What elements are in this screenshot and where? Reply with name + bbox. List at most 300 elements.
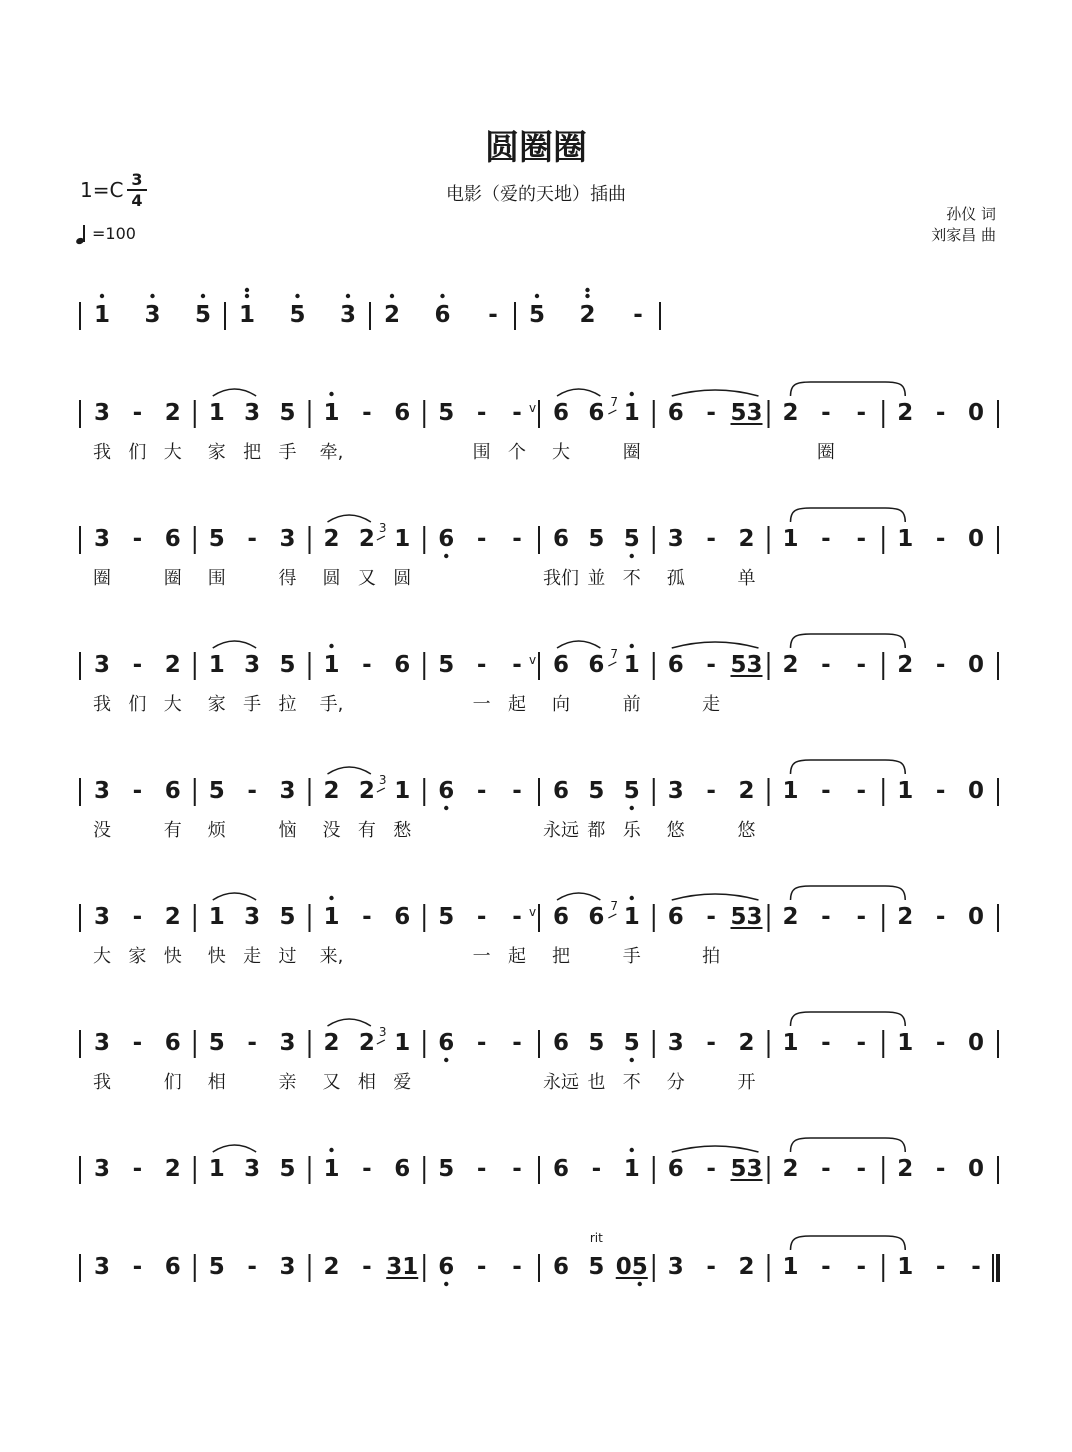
dash-extension: - bbox=[821, 400, 831, 426]
note: 1 bbox=[93, 302, 111, 328]
dash-extension: - bbox=[821, 778, 831, 804]
note: 5 bbox=[631, 1254, 648, 1280]
tie bbox=[791, 1012, 906, 1026]
dash-extension: - bbox=[476, 526, 487, 552]
note: 2 bbox=[782, 904, 799, 930]
note: 3 bbox=[244, 904, 261, 930]
note: 5 bbox=[588, 1030, 605, 1056]
note: 2 bbox=[383, 302, 401, 328]
note: 6 bbox=[164, 526, 181, 552]
dash-extension: - bbox=[476, 904, 487, 930]
slur bbox=[213, 1145, 256, 1152]
lyric: 圈 bbox=[622, 442, 641, 463]
dash-extension: - bbox=[935, 652, 946, 678]
lyric: 快 bbox=[163, 946, 182, 967]
note: 0 bbox=[615, 1254, 632, 1280]
lyric: 分 bbox=[666, 1072, 685, 1093]
lyric: 烦 bbox=[207, 820, 226, 841]
note: 2 bbox=[323, 1030, 340, 1056]
note: 2 bbox=[897, 400, 914, 426]
lyric: 走 bbox=[702, 694, 721, 715]
note: 2 bbox=[358, 526, 375, 552]
note: 6 bbox=[164, 1254, 181, 1280]
lyric: 走 bbox=[243, 946, 262, 967]
dash-extension: - bbox=[935, 1030, 946, 1056]
slur bbox=[672, 894, 759, 900]
grace-slash bbox=[608, 410, 616, 414]
dash-extension: - bbox=[247, 526, 257, 552]
note: 3 bbox=[244, 652, 261, 678]
lyric: 都 bbox=[587, 820, 606, 841]
lyric: 过 bbox=[278, 946, 297, 967]
note: 3 bbox=[386, 1254, 403, 1280]
slur bbox=[328, 515, 371, 522]
dash-extension: - bbox=[935, 778, 946, 804]
note: 5 bbox=[438, 1156, 455, 1182]
dash-extension: - bbox=[132, 1156, 143, 1182]
note: 0 bbox=[967, 652, 985, 678]
note: 6 bbox=[434, 302, 451, 328]
dash-extension: - bbox=[512, 652, 522, 678]
note: 2 bbox=[738, 526, 755, 552]
note: 1 bbox=[208, 400, 225, 426]
note: 3 bbox=[93, 526, 111, 552]
lyric: 起 bbox=[508, 946, 526, 967]
note: 5 bbox=[279, 652, 296, 678]
note: 5 bbox=[623, 778, 640, 804]
octave-dot bbox=[444, 806, 448, 810]
octave-dot bbox=[201, 294, 205, 298]
lyric: 们 bbox=[128, 694, 147, 715]
lyric: 有 bbox=[163, 820, 182, 841]
dash-extension: - bbox=[706, 1254, 716, 1280]
dash-extension: - bbox=[362, 1254, 372, 1280]
note: 5 bbox=[208, 1254, 225, 1280]
breath-mark: v bbox=[529, 905, 537, 919]
octave-dot bbox=[245, 288, 249, 292]
grace-note: 7 bbox=[610, 395, 619, 409]
tie bbox=[791, 760, 906, 774]
note: 6 bbox=[667, 904, 684, 930]
note: 3 bbox=[93, 1030, 111, 1056]
dash-extension: - bbox=[132, 526, 143, 552]
lyric: 我 bbox=[93, 442, 111, 463]
dash-extension: - bbox=[512, 1156, 522, 1182]
slur bbox=[557, 389, 600, 396]
note: 3 bbox=[93, 652, 111, 678]
lyric: 单 bbox=[737, 568, 756, 589]
lyric: 快 bbox=[207, 946, 226, 967]
octave-dot bbox=[329, 644, 333, 648]
dash-extension: - bbox=[856, 526, 867, 552]
rit-marking: rit bbox=[589, 1231, 603, 1245]
lyric: 大 bbox=[163, 442, 182, 463]
note: 1 bbox=[323, 652, 340, 678]
lyric: 拍 bbox=[702, 946, 721, 967]
octave-dot bbox=[630, 1058, 634, 1062]
octave-dot bbox=[150, 294, 154, 298]
note: 1 bbox=[782, 1030, 799, 1056]
lyric: 把 bbox=[552, 946, 570, 967]
dash-extension: - bbox=[706, 1156, 716, 1182]
note: 1 bbox=[394, 1030, 411, 1056]
slur bbox=[213, 389, 256, 396]
note: 3 bbox=[279, 1030, 296, 1056]
note: 1 bbox=[323, 904, 340, 930]
note: 5 bbox=[208, 526, 225, 552]
note: 6 bbox=[552, 526, 570, 552]
dash-extension: - bbox=[856, 400, 867, 426]
lyric: 没 bbox=[322, 820, 341, 841]
note: 2 bbox=[358, 1030, 375, 1056]
octave-dot bbox=[295, 294, 299, 298]
note: 2 bbox=[782, 652, 799, 678]
note: 0 bbox=[967, 526, 985, 552]
song-subtitle: 电影（爱的天地）插曲 bbox=[446, 184, 626, 205]
dash-extension: - bbox=[706, 652, 716, 678]
note: 1 bbox=[897, 526, 914, 552]
octave-dot bbox=[444, 1058, 448, 1062]
lyric: 开 bbox=[737, 1072, 756, 1093]
dash-extension: - bbox=[476, 1156, 487, 1182]
dash-extension: - bbox=[247, 778, 257, 804]
dash-extension: - bbox=[247, 1254, 257, 1280]
dash-extension: - bbox=[856, 778, 867, 804]
note: 3 bbox=[746, 1156, 763, 1182]
note: 6 bbox=[552, 904, 570, 930]
dash-extension: - bbox=[935, 400, 946, 426]
note: 1 bbox=[323, 400, 340, 426]
note: 5 bbox=[588, 1254, 605, 1280]
dash-extension: - bbox=[706, 400, 716, 426]
note: 1 bbox=[394, 778, 411, 804]
note: 0 bbox=[967, 778, 985, 804]
note: 1 bbox=[208, 1156, 225, 1182]
dash-extension: - bbox=[512, 1254, 522, 1280]
dash-extension: - bbox=[821, 904, 831, 930]
note: 1 bbox=[897, 1254, 914, 1280]
dash-extension: - bbox=[132, 904, 143, 930]
dash-extension: - bbox=[935, 1254, 946, 1280]
dash-extension: - bbox=[362, 904, 372, 930]
lyric: 並 bbox=[587, 568, 606, 589]
dash-extension: - bbox=[362, 400, 372, 426]
octave-dot bbox=[346, 294, 350, 298]
note: 6 bbox=[667, 400, 684, 426]
note: 5 bbox=[279, 1156, 296, 1182]
dash-extension: - bbox=[512, 526, 522, 552]
lyric: 前 bbox=[622, 694, 641, 715]
dash-extension: - bbox=[706, 526, 716, 552]
note: 0 bbox=[967, 400, 985, 426]
composer-credit: 刘家昌 曲 bbox=[931, 226, 996, 244]
dash-extension: - bbox=[856, 904, 867, 930]
lyric: 恼 bbox=[278, 820, 297, 841]
note: 5 bbox=[289, 302, 306, 328]
note: 3 bbox=[339, 302, 357, 328]
octave-dot bbox=[630, 1148, 634, 1152]
note: 6 bbox=[588, 400, 605, 426]
lyric: 拉 bbox=[278, 694, 297, 715]
dash-extension: - bbox=[488, 302, 498, 328]
lyric: 永远 bbox=[543, 1072, 579, 1093]
note: 5 bbox=[588, 526, 605, 552]
note: 2 bbox=[738, 1254, 755, 1280]
octave-dot bbox=[329, 896, 333, 900]
note: 6 bbox=[394, 652, 411, 678]
slur bbox=[328, 1019, 371, 1026]
lyric: 把 bbox=[243, 442, 262, 463]
breath-mark: v bbox=[529, 653, 537, 667]
grace-slash bbox=[377, 536, 385, 540]
note: 3 bbox=[746, 904, 763, 930]
note: 1 bbox=[782, 1254, 799, 1280]
note: 5 bbox=[438, 400, 455, 426]
slur bbox=[213, 893, 256, 900]
dash-extension: - bbox=[856, 1156, 867, 1182]
note: 0 bbox=[967, 1030, 985, 1056]
note: 3 bbox=[93, 400, 111, 426]
octave-dot bbox=[630, 896, 634, 900]
slur bbox=[213, 641, 256, 648]
dash-extension: - bbox=[362, 1156, 372, 1182]
tempo-value: =100 bbox=[92, 223, 136, 243]
note: 5 bbox=[438, 904, 455, 930]
dash-extension: - bbox=[935, 1156, 946, 1182]
octave-dot bbox=[630, 392, 634, 396]
lyric: 家 bbox=[128, 946, 147, 967]
note: 2 bbox=[164, 904, 181, 930]
grace-note: 3 bbox=[378, 521, 387, 535]
note: 1 bbox=[623, 652, 640, 678]
dash-extension: - bbox=[821, 1254, 831, 1280]
dash-extension: - bbox=[856, 652, 867, 678]
dash-extension: - bbox=[821, 1030, 831, 1056]
note: 3 bbox=[667, 1254, 684, 1280]
lyric: 手 bbox=[622, 946, 641, 967]
note: 5 bbox=[528, 302, 546, 328]
note: 5 bbox=[208, 778, 225, 804]
note: 3 bbox=[279, 526, 296, 552]
note: 3 bbox=[244, 400, 261, 426]
octave-dot bbox=[444, 1282, 448, 1286]
lyric: 手 bbox=[278, 442, 297, 463]
dash-extension: - bbox=[935, 904, 946, 930]
note: 2 bbox=[782, 1156, 799, 1182]
note: 5 bbox=[623, 526, 640, 552]
note: 5 bbox=[623, 1030, 640, 1056]
lyric: 一 bbox=[472, 694, 491, 715]
grace-note: 3 bbox=[378, 1025, 387, 1039]
grace-slash bbox=[377, 1040, 385, 1044]
note: 6 bbox=[394, 1156, 411, 1182]
dash-extension: - bbox=[935, 526, 946, 552]
note: 3 bbox=[746, 652, 763, 678]
note: 3 bbox=[667, 778, 684, 804]
lyric: 家 bbox=[207, 442, 226, 463]
note: 6 bbox=[164, 1030, 181, 1056]
dash-extension: - bbox=[512, 1030, 522, 1056]
octave-dot bbox=[630, 806, 634, 810]
lyricist-credit: 孙仪 词 bbox=[946, 205, 996, 223]
note: 3 bbox=[279, 1254, 296, 1280]
note: 6 bbox=[438, 526, 455, 552]
note: 5 bbox=[730, 1156, 747, 1182]
note: 1 bbox=[782, 778, 799, 804]
lyric: 大 bbox=[93, 946, 111, 967]
note: 1 bbox=[623, 1156, 640, 1182]
dash-extension: - bbox=[132, 778, 143, 804]
tie bbox=[791, 1236, 906, 1250]
dash-extension: - bbox=[856, 1030, 867, 1056]
note: 6 bbox=[438, 1030, 455, 1056]
note: 3 bbox=[93, 904, 111, 930]
dash-extension: - bbox=[476, 652, 487, 678]
tie bbox=[791, 508, 906, 522]
lyric: 我们 bbox=[543, 568, 579, 589]
dash-extension: - bbox=[633, 302, 643, 328]
lyric: 得 bbox=[278, 568, 297, 589]
note: 3 bbox=[244, 1156, 261, 1182]
note: 6 bbox=[394, 904, 411, 930]
note: 5 bbox=[730, 400, 747, 426]
note: 3 bbox=[93, 778, 111, 804]
dash-extension: - bbox=[476, 778, 487, 804]
dash-extension: - bbox=[132, 652, 143, 678]
note: 2 bbox=[323, 1254, 340, 1280]
note: 1 bbox=[897, 778, 914, 804]
slur bbox=[672, 390, 759, 396]
song-title: 圆圈圈 bbox=[485, 128, 587, 168]
tie bbox=[791, 634, 906, 648]
dash-extension: - bbox=[821, 652, 831, 678]
octave-dot bbox=[630, 554, 634, 558]
dash-extension: - bbox=[821, 526, 831, 552]
note: 5 bbox=[208, 1030, 225, 1056]
lyric: 有 bbox=[357, 820, 376, 841]
key-signature: 1=C bbox=[80, 178, 124, 202]
dash-extension: - bbox=[476, 400, 487, 426]
grace-slash bbox=[377, 788, 385, 792]
lyric: 牵, bbox=[319, 442, 344, 463]
note: 3 bbox=[279, 778, 296, 804]
note: 1 bbox=[897, 1030, 914, 1056]
breath-mark: v bbox=[529, 401, 537, 415]
dash-extension: - bbox=[706, 1030, 716, 1056]
note: 0 bbox=[967, 904, 985, 930]
lyric: 围 bbox=[207, 568, 226, 589]
dash-extension: - bbox=[512, 904, 522, 930]
note: 6 bbox=[552, 652, 570, 678]
dash-extension: - bbox=[706, 904, 716, 930]
note: 1 bbox=[623, 400, 640, 426]
slur bbox=[672, 642, 759, 648]
octave-dot bbox=[585, 288, 589, 292]
lyric: 起 bbox=[508, 694, 526, 715]
note: 2 bbox=[897, 1156, 914, 1182]
octave-dot bbox=[245, 294, 249, 298]
lyric: 圆 bbox=[322, 568, 341, 589]
note: 1 bbox=[323, 1156, 340, 1182]
lyric: 个 bbox=[508, 442, 526, 463]
dash-extension: - bbox=[476, 1254, 487, 1280]
note: 1 bbox=[238, 302, 256, 328]
tie bbox=[791, 382, 906, 396]
note: 3 bbox=[93, 1156, 111, 1182]
lyric: 我 bbox=[93, 1072, 111, 1093]
lyric: 家 bbox=[207, 694, 226, 715]
slur bbox=[672, 1146, 759, 1152]
lyric: 愁 bbox=[393, 820, 412, 841]
lyric: 又 bbox=[357, 568, 376, 589]
dash-extension: - bbox=[512, 400, 522, 426]
dash-extension: - bbox=[362, 652, 372, 678]
grace-slash bbox=[608, 662, 616, 666]
note: 6 bbox=[438, 778, 455, 804]
tie bbox=[791, 886, 906, 900]
note: 5 bbox=[279, 904, 296, 930]
dash-extension: - bbox=[591, 1156, 602, 1182]
note: 6 bbox=[394, 400, 411, 426]
note: 3 bbox=[93, 1254, 111, 1280]
note: 1 bbox=[782, 526, 799, 552]
lyric: 围 bbox=[472, 442, 491, 463]
time-signature-bottom: 4 bbox=[131, 191, 143, 210]
dash-extension: - bbox=[971, 1254, 981, 1280]
lyric: 相 bbox=[357, 1072, 376, 1093]
note: 2 bbox=[164, 1156, 181, 1182]
note: 2 bbox=[323, 526, 340, 552]
note: 2 bbox=[164, 652, 181, 678]
note: 3 bbox=[746, 400, 763, 426]
note: 5 bbox=[194, 302, 212, 328]
note: 6 bbox=[552, 1030, 570, 1056]
note: 3 bbox=[667, 1030, 684, 1056]
lyric: 爱 bbox=[393, 1072, 412, 1093]
octave-dot bbox=[638, 1282, 642, 1286]
lyric: 永远 bbox=[543, 820, 579, 841]
tie bbox=[791, 1138, 906, 1152]
octave-dot bbox=[630, 644, 634, 648]
lyric: 们 bbox=[128, 442, 147, 463]
lyric: 圈 bbox=[816, 442, 835, 463]
note: 1 bbox=[623, 904, 640, 930]
grace-note: 7 bbox=[610, 647, 619, 661]
lyric: 没 bbox=[93, 820, 111, 841]
note: 6 bbox=[552, 400, 570, 426]
note: 2 bbox=[323, 778, 340, 804]
dash-extension: - bbox=[706, 778, 716, 804]
lyric: 相 bbox=[207, 1072, 226, 1093]
lyric: 亲 bbox=[278, 1072, 297, 1093]
lyric: 孤 bbox=[666, 568, 685, 589]
lyric: 向 bbox=[552, 694, 570, 715]
lyric: 圈 bbox=[93, 568, 111, 589]
note: 2 bbox=[579, 302, 596, 328]
lyric: 不 bbox=[622, 568, 641, 589]
note: 6 bbox=[588, 652, 605, 678]
octave-dot bbox=[444, 554, 448, 558]
note: 2 bbox=[358, 778, 375, 804]
dash-extension: - bbox=[132, 1030, 143, 1056]
note: 2 bbox=[782, 400, 799, 426]
slur bbox=[557, 893, 600, 900]
octave-dot bbox=[329, 392, 333, 396]
note: 1 bbox=[394, 526, 411, 552]
note: 2 bbox=[738, 778, 755, 804]
note: 1 bbox=[208, 904, 225, 930]
octave-dot bbox=[100, 294, 104, 298]
